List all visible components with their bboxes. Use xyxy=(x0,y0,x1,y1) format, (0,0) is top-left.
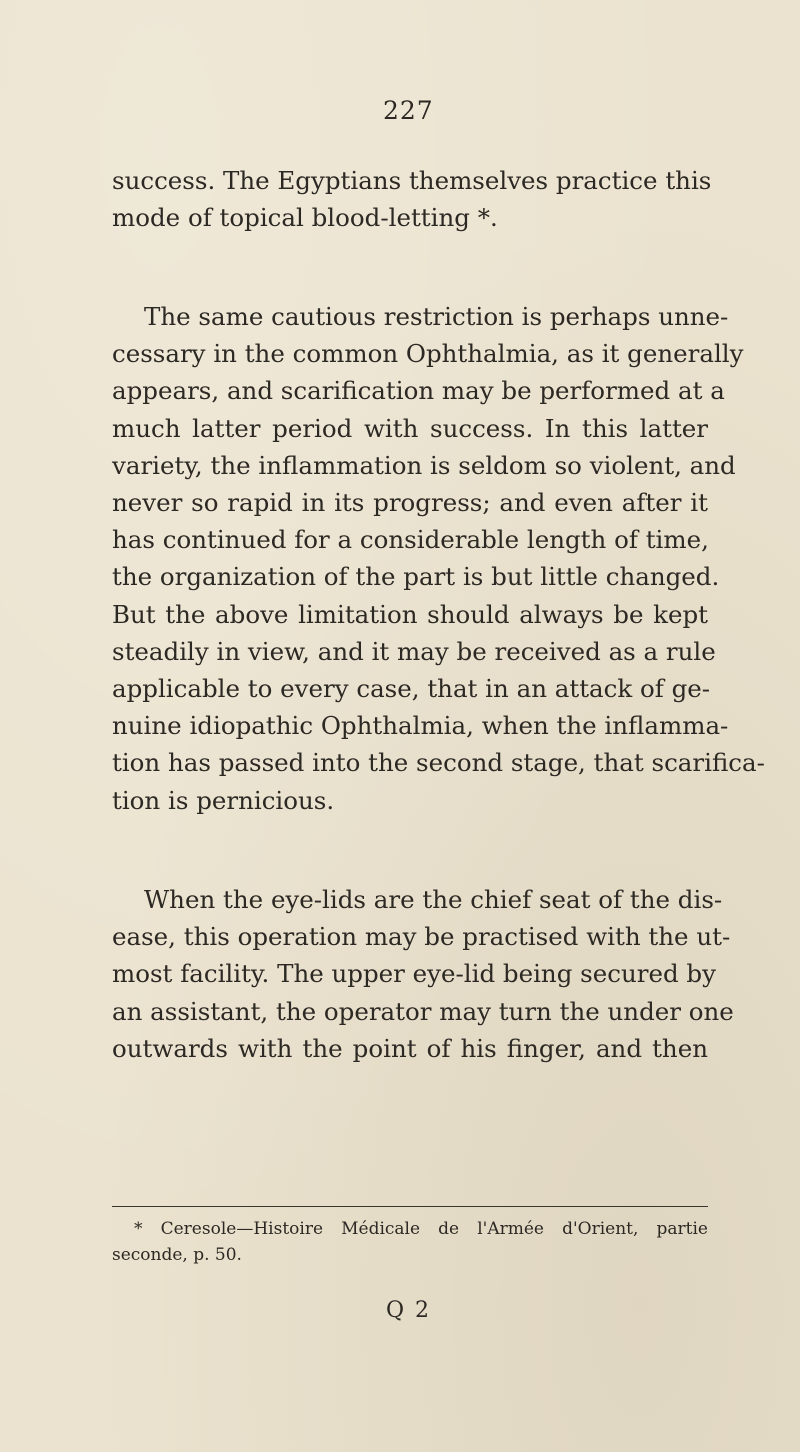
text-line: When the eye-lids are the chief seat of the dis- xyxy=(144,885,723,914)
text-line: cessary in the common Ophthalmia, as it generally xyxy=(112,339,744,369)
footnote-line: * Ceresole—Histoire Médicale de l'Armée d'Orient, partie xyxy=(134,1219,708,1239)
paragraph-1 xyxy=(112,162,712,236)
footnote-line: seconde, p. 50. xyxy=(112,1245,242,1265)
text-line: an assistant, the operator may turn the under one xyxy=(112,996,734,1026)
text-line: But the above limitation should always be kept xyxy=(112,599,708,629)
text-line: the organization of the part is but little changed. xyxy=(112,562,720,592)
text-line: never so rapid in its progress; and even after it xyxy=(112,488,708,518)
text-line: mode of topical blood-letting *. xyxy=(112,203,498,233)
text-line: ease, this operation may be practised with the ut- xyxy=(112,922,731,952)
paragraph-2 xyxy=(112,298,765,819)
text-line: has continued for a considerable length of time, xyxy=(112,525,709,555)
text-line: tion has passed into the second stage, that scarifica- xyxy=(112,748,765,778)
text-line: tion is pernicious. xyxy=(112,785,335,815)
footnote xyxy=(112,1216,708,1268)
paragraph-3 xyxy=(112,881,734,1067)
text-line: applicable to every case, that in an attack of ge- xyxy=(112,674,711,704)
text-line: nuine idiopathic Ophthalmia, when the inflamma- xyxy=(112,711,729,741)
signature-mark: Q 2 xyxy=(386,1298,432,1323)
text-line: steadily in view, and it may be received as a rule xyxy=(112,636,716,666)
text-line: variety, the inflammation is seldom so violent, and xyxy=(112,450,736,480)
text-line: outwards with the point of his finger, and then xyxy=(112,1033,708,1063)
text-line: The same cautious restriction is perhaps unne- xyxy=(144,302,729,331)
text-line: much latter period with success. In this latter xyxy=(112,413,708,443)
text-line: appears, and scarification may be performed at a xyxy=(112,376,725,406)
footnote-divider xyxy=(112,1206,708,1207)
text-line: success. The Egyptians themselves practice this xyxy=(112,166,712,195)
page-number: 227 xyxy=(383,96,434,125)
text-line: most facility. The upper eye-lid being secured by xyxy=(112,959,716,989)
